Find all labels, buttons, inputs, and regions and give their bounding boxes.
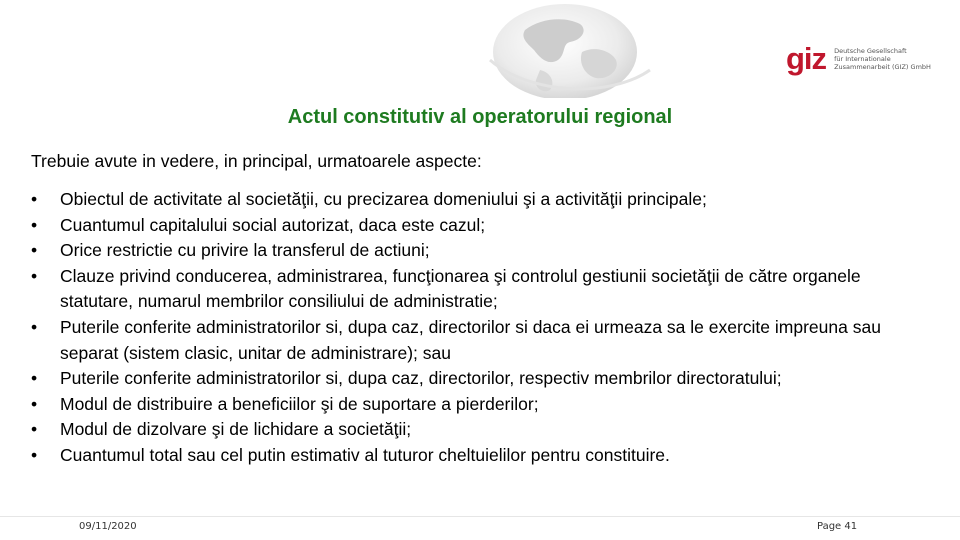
globe-image xyxy=(470,0,660,98)
logo-subtitle-line: für Internationale xyxy=(834,54,891,63)
logo-subtitle-line: Zusammenarbeit (GIZ) GmbH xyxy=(834,62,931,71)
list-item xyxy=(31,366,936,392)
giz-logo xyxy=(786,43,931,74)
list-item-text: Modul de dizolvare şi de lichidare a societăţii; xyxy=(60,419,412,440)
bullet-icon: • xyxy=(31,393,38,414)
list-item xyxy=(31,264,936,315)
bullet-icon: • xyxy=(31,444,38,465)
list-item-text: Cuantumul capitalului social autorizat, daca este cazul; xyxy=(60,214,486,235)
list-item xyxy=(31,187,936,213)
list-item xyxy=(31,238,936,264)
bullet-icon: • xyxy=(31,368,38,389)
list-item xyxy=(31,315,936,366)
logo-subtitle-line: Deutsche Gesellschaft xyxy=(834,46,907,55)
footer-divider xyxy=(0,516,960,517)
bullet-icon: • xyxy=(31,189,38,209)
list-item-text: Puterile conferite administratorilor si, dupa caz, directorilor, respectiv membrilor directoratului; xyxy=(60,368,782,389)
list-item xyxy=(31,213,936,239)
logo-wordmark: giz xyxy=(786,41,827,76)
bullet-list xyxy=(31,187,936,469)
bullet-icon: • xyxy=(31,240,38,261)
bullet-icon: • xyxy=(31,316,38,337)
logo-subtitle xyxy=(834,47,931,71)
bullet-icon: • xyxy=(31,419,38,440)
list-item-text: Puterile conferite administratorilor si, dupa caz, directorilor si daca ei urmeaza sa le exercite impreuna sau separat (sistem clasic, unitar de administrare); sau xyxy=(60,316,881,363)
bullet-icon: • xyxy=(31,214,38,235)
list-item-text: Cuantumul total sau cel putin estimativ al tuturor cheltuielilor pentru constituire. xyxy=(60,444,670,465)
list-item-text: Orice restrictie cu privire la transferul de actiuni; xyxy=(60,240,430,261)
list-item xyxy=(31,417,936,443)
list-item xyxy=(31,443,936,469)
slide-title: Actul constitutiv al operatorului regional xyxy=(287,106,673,128)
list-item xyxy=(31,392,936,418)
intro-text: Trebuie avute in vedere, in principal, urmatoarele aspecte: xyxy=(31,151,482,171)
footer-date: 09/11/2020 xyxy=(79,521,137,532)
list-item-text: Modul de distribuire a beneficiilor şi de suportare a pierderilor; xyxy=(60,393,539,414)
page-number: Page 41 xyxy=(817,521,858,532)
list-item-text: Obiectul de activitate al societăţii, cu precizarea domeniului şi a activităţii principale; xyxy=(60,189,707,209)
list-item-text: Clauze privind conducerea, administrarea, funcţionarea şi controlul gestiunii societăţii de către organele statutare, numarul membrilor consiliului de administratie; xyxy=(60,265,861,312)
bullet-icon: • xyxy=(31,265,38,286)
